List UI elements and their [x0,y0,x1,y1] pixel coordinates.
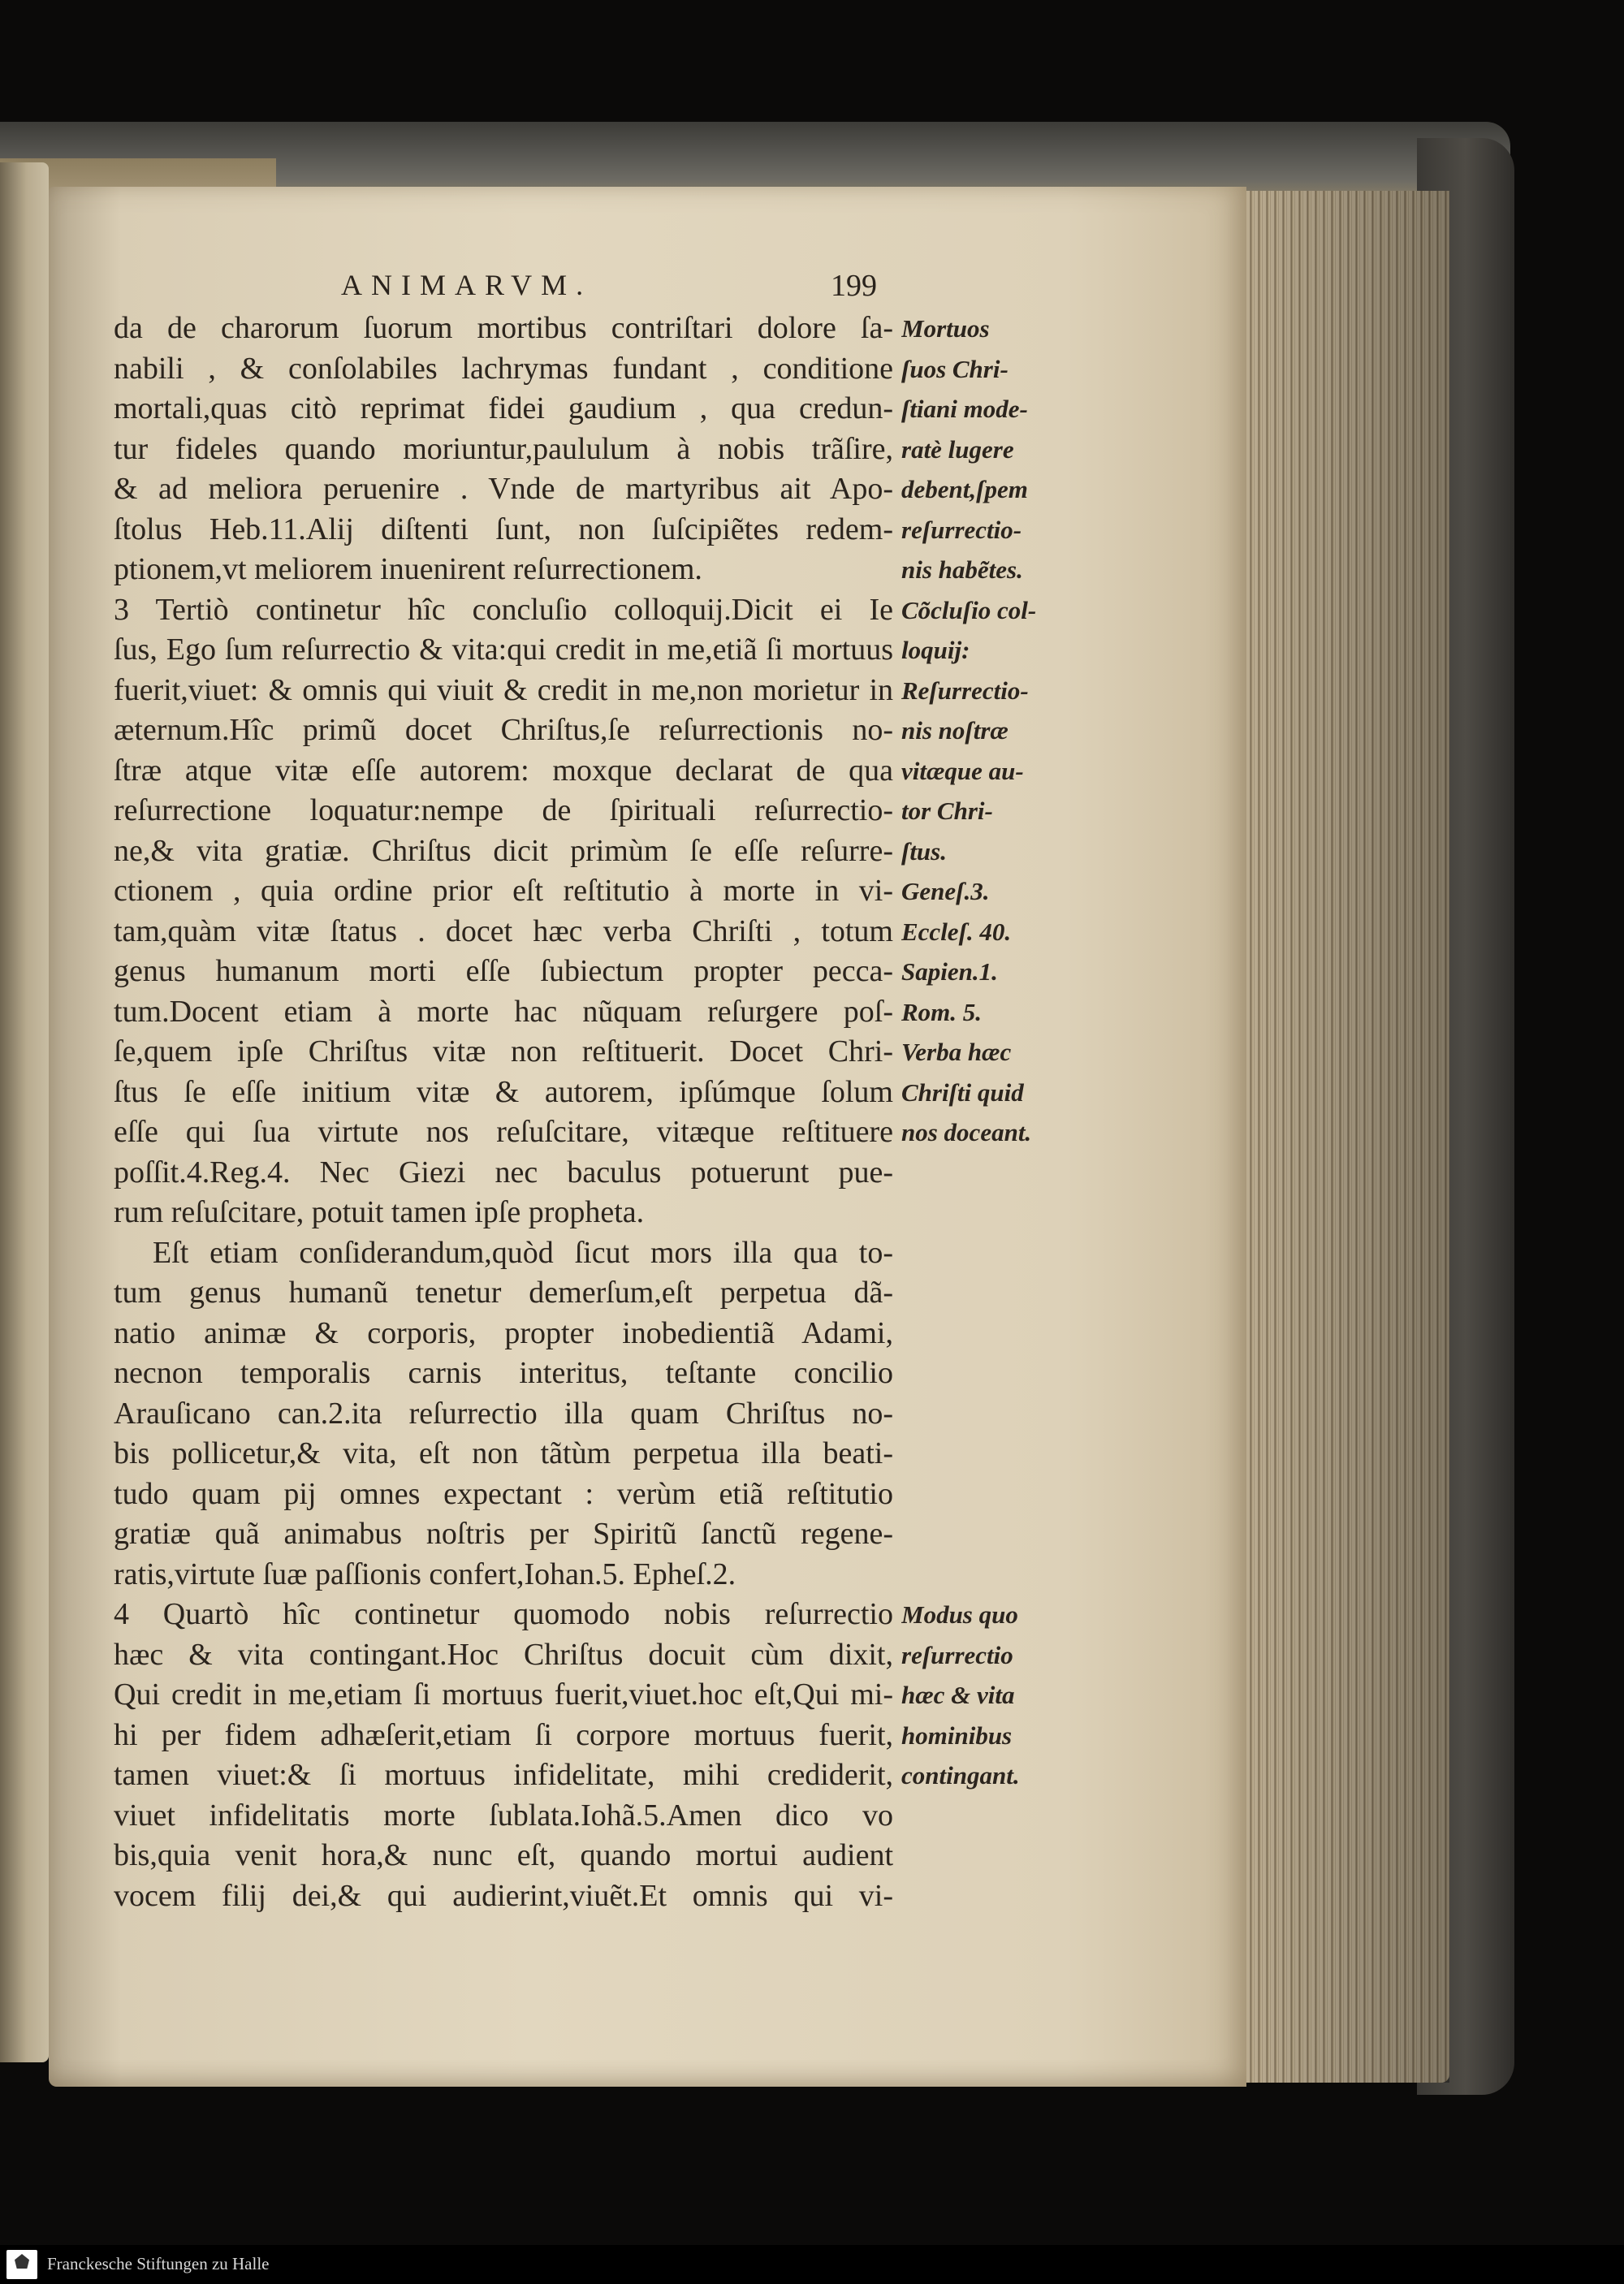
text-line: necnon temporalis carnis interitus, teſtante concilio [114,1356,893,1390]
text-line: Arauſicano can.2.ita reſurrectio illa quam Chriſtus no- [114,1396,893,1431]
margin-note-line: Eccleſ. 40. [901,917,1012,946]
text-line: bis,quia venit hora,& nunc eſt, quando mortui audient [114,1838,893,1872]
margin-note-line: ſtiani mode- [901,395,1028,423]
margin-note-line: nos doceant. [901,1118,1032,1146]
margin-note-line [901,1233,1060,1274]
margin-note-line: Reſurrectio- [901,676,1029,705]
margin-note-line: reſurrectio [901,1640,1013,1669]
margin-note-line: hominibus [901,1721,1013,1750]
margin-note-line: ſuos Chri- [901,354,1009,383]
margin-note-line: contingant. [901,1761,1020,1790]
footer-bar [0,2245,1624,2284]
page-header [341,268,877,313]
facing-page-edge [0,162,49,2062]
text-line: hi per fidem adhæſerit,etiam ſi corpore mortuus fuerit, [114,1717,893,1752]
text-line: & ad meliora peruenire . Vnde de martyribus ait Apo- [114,472,893,506]
text-line: tamen viuet:& ſi mortuus infidelitate, mihi crediderit, [114,1758,893,1792]
text-line: 3 Tertiò continetur hîc concluſio colloquij.Dicit ei Ie [114,592,893,627]
text-line: eſſe qui ſua virtute nos reſuſcitare, vitæque reſtituere [114,1115,893,1149]
text-line: ſtolus Heb.11.Alij diſtenti ſunt, non ſuſcipiẽtes redem- [114,512,893,546]
text-line: bis pollicetur,& vita, eſt non tãtùm perpetua illa beati- [114,1436,893,1470]
text-line: da de charorum ſuorum mortibus contriſtari dolore ſa- [114,311,893,345]
margin-note-line [901,1394,1060,1435]
main-text-column [114,309,893,1916]
margin-note-line: ratè lugere [901,434,1014,464]
text-line: ſtus ſe eſſe initium vitæ & autorem, ipſúmque ſolum [114,1074,893,1109]
text-line: ſus, Ego ſum reſurrectio & vita:qui credit in me,etiã ſi mortuus [114,633,893,667]
text-line: genus humanum morti eſſe ſubiectum propter pecca- [114,954,893,988]
text-line: ſe,quem ipſe Chriſtus vitæ non reſtituerit. Docet Chri- [114,1034,893,1069]
text-line: Qui credit in me,etiam ſi mortuus fuerit,viuet.hoc eſt,Qui mi- [114,1677,893,1712]
margin-note-line: tor Chri- [901,797,993,825]
text-line: viuet infidelitatis morte ſublata.Iohã.5.Amen dico vo [114,1798,893,1833]
page-number: 199 [831,269,877,303]
margin-note-line [901,1555,1060,1595]
text-line: natio animæ & corporis, propter inobedientiã Adami, [114,1315,893,1350]
text-line: Eſt etiam conſiderandum,quòd ſicut mors illa qua to- [153,1235,893,1270]
margin-note-line [901,1514,1060,1555]
margin-note-line [901,1354,1060,1394]
margin-note-line: ſtus. [901,836,947,866]
margin-notes-column [901,309,1060,1796]
margin-note-line: Cõcluſio col- [901,595,1037,624]
margin-note-line: Chriſti quid [901,1077,1024,1107]
page-edges-shadow [1238,191,1449,2083]
margin-note-line: vitæque au- [901,756,1024,785]
text-line: nabili , & conſolabiles lachrymas fundant , conditione [114,351,893,386]
text-line: 4 Quartò hîc continetur quomodo nobis reſurrectio [114,1597,893,1631]
text-line: ſtræ atque vitæ eſſe autorem: moxque declarat de qua [114,753,893,788]
margin-note-line: Sapien.1. [901,957,998,986]
margin-note-line: nis habẽtes. [901,555,1023,584]
margin-note-line: nis noſtræ [901,716,1009,745]
text-line: poſſit.4.Reg.4. Nec Giezi nec baculus potuerunt pue- [114,1155,893,1189]
margin-note-line: reſurrectio- [901,515,1022,544]
text-line: tudo quam pij omnes expectant : verùm etiã reſtitutio [114,1476,893,1511]
text-line: reſurrectione loquatur:nempe de ſpirituali reſurrectio- [114,793,893,827]
francke-foundation-logo-icon [6,2250,37,2279]
text-line: ptionem,vt meliorem inuenirent reſurrectionem. [114,552,702,586]
text-line: ne,& vita gratiæ. Chriſtus dicit primùm ſe eſſe reſurre- [114,833,893,868]
text-line: tur fideles quando moriuntur,paululum à nobis trãſire, [114,431,893,466]
margin-note-line [901,1153,1060,1194]
margin-note-line [901,1474,1060,1515]
margin-note-line: Verba hæc [901,1038,1012,1066]
margin-note-line: Mortuos [901,314,990,343]
text-line: ratis,virtute ſuæ paſſionis confert,Iohan.5. Epheſ.2. [114,1556,736,1591]
footer-institution-credit: Franckesche Stiftungen zu Halle [47,2254,270,2273]
text-line: mortali,quas citò reprimat fidei gaudium , qua credun- [114,391,893,425]
text-line: fuerit,viuet: & omnis qui viuit & credit in me,non morietur in [114,672,893,707]
margin-note-line: Modus quo [901,1600,1018,1629]
margin-note-line: Rom. 5. [901,997,983,1026]
text-line: hæc & vita contingant.Hoc Chriſtus docuit cùm dixit, [114,1637,893,1672]
text-line: æternum.Hîc primũ docet Chriſtus,ſe reſurrectionis no- [114,713,893,747]
margin-note-line: Geneſ.3. [901,877,990,905]
text-line: tum genus humanũ tenetur demerſum,eſt perpetua dã- [114,1276,893,1310]
text-line: tam,quàm vitæ ſtatus . docet hæc verba Chriſti , totum [114,913,893,948]
margin-note-line [901,1273,1060,1314]
margin-note-line [901,1434,1060,1474]
text-line: ctionem , quia ordine prior eſt reſtitutio à morte in vi- [114,874,893,908]
margin-note-line: hæc & vita [901,1681,1015,1709]
text-line: vocem filij dei,& qui audierint,viuẽt.Et omnis qui vi- [114,1878,893,1913]
margin-note-line [901,1314,1060,1354]
margin-note-line [901,1193,1060,1233]
running-head: ANIMARVM. [341,269,593,301]
text-line: rum reſuſcitare, potuit tamen ipſe propheta. [114,1195,645,1229]
text-line: tum.Docent etiam à morte hac nũquam reſurgere poſ- [114,994,893,1029]
text-line: gratiæ quã animabus noſtris per Spiritũ ſanctũ regene- [114,1517,893,1551]
margin-note-line: loquij: [901,636,970,664]
margin-note-line: debent,ſpem [901,475,1028,503]
